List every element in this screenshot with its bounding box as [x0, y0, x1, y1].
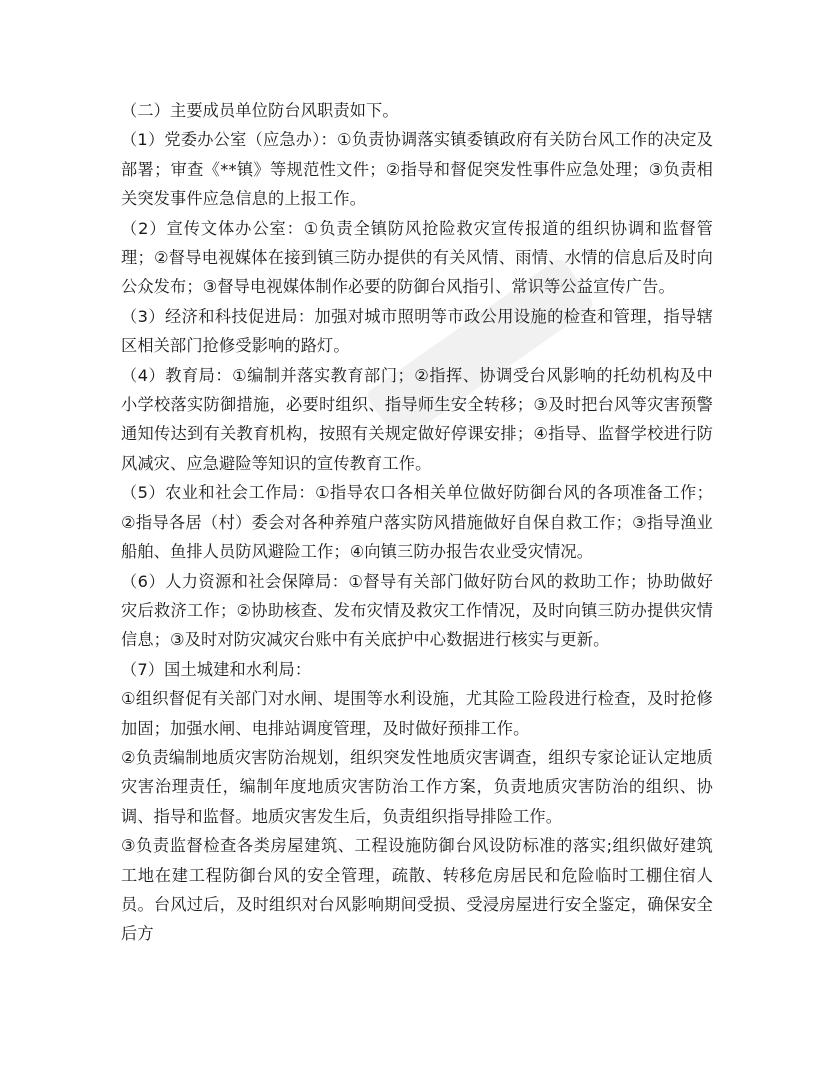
- paragraph-education-bureau: （4）教育局：①编制并落实教育部门；②指挥、协调受台风影响的托幼机构及中小学校落实防御措施，必要时组织、指导师生安全转移；③及时把台风等灾害预警通知传达到有关教育机构，按照有关规定做好停课安排；④指导、监督学校进行防风减灾、应急避险等知识的宣传教育工作。: [121, 365, 713, 473]
- paragraph-agriculture-bureau: （5）农业和社会工作局：①指导农口各相关单位做好防御台风的各项准备工作；②指导各居（村）委会对各种养殖户落实防风措施做好自保自救工作；③指导渔业船舶、鱼排人员防风避险工作；④向镇三防办报告农业受灾情况。: [121, 483, 713, 562]
- paragraph-land-item-2: ②负责编制地质灾害防治规划，组织突发性地质灾害调查，组织专家论证认定地质灾害治理责任，编制年度地质灾害防治工作方案，负责地质灾害防治的组织、协调、指导和监督。地质灾害发生后，负责组织指导排险工作。: [121, 747, 713, 826]
- paragraph-economy-bureau: （3）经济和科技促进局：加强对城市照明等市政公用设施的检查和管理，指导辖区相关部门抢修受影响的路灯。: [121, 306, 713, 356]
- paragraph-land-bureau-heading: （7）国土城建和水利局：: [121, 659, 312, 679]
- paragraph-publicity-office: （2）宣传文体办公室：①负责全镇防风抢险救灾宣传报道的组织协调和监督管理；②督导电视媒体在接到镇三防办提供的有关风情、雨情、水情的信息后及时向公众发布；③督导电视媒体制作必要的防御台风指引、常识等公益宣传广告。: [121, 218, 713, 297]
- paragraph-land-item-3: ③负责监督检查各类房屋建筑、工程设施防御台风设防标准的落实;组织做好建筑工地在建工程防御台风的安全管理，疏散、转移危房居民和危险临时工棚住宿人员。台风过后，及时组织对台风影响期间受损、受浸房屋进行安全鉴定，确保安全后方: [121, 836, 713, 944]
- section-heading: （二）主要成员单位防台风职责如下。: [121, 101, 399, 120]
- paragraph-land-item-1: ①组织督促有关部门对水闸、堤围等水利设施，尤其险工险段进行检查，及时抢修加固；加强水闸、电排站调度管理，及时做好预排工作。: [121, 689, 713, 738]
- paragraph-hr-bureau: （6）人力资源和社会保障局：①督导有关部门做好防台风的救助工作；协助做好灾后救济工作；②协助核查、发布灾情及救灾工作情况，及时向镇三防办提供灾情信息；③及时对防灾减灾台账中有关底护中心数据进行核实与更新。: [121, 571, 713, 650]
- paragraph-party-office: （1）党委办公室（应急办）：①负责协调落实镇委镇政府有关防台风工作的决定及部署；审查《**镇》等规范性文件；②指导和督促突发性事件应急处理；③负责相关突发事件应急信息的上报工作。: [121, 130, 713, 209]
- document-body: [121, 96, 713, 949]
